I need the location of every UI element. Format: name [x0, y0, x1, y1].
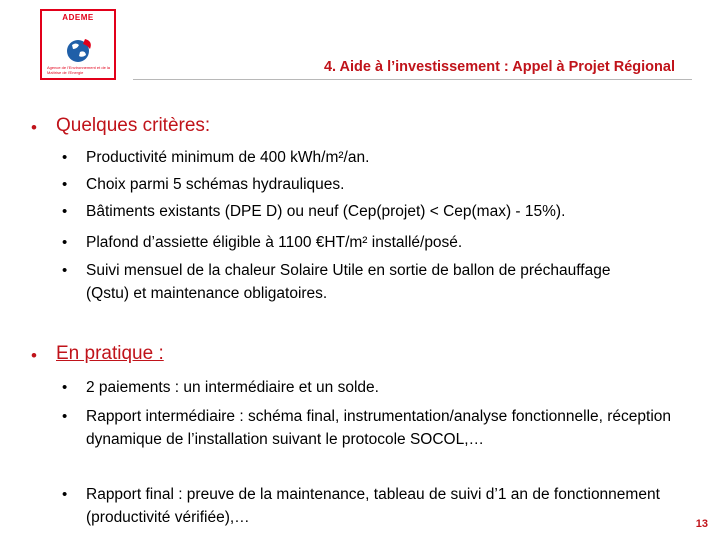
- page-number: 13: [695, 518, 708, 530]
- list-item-text: Bâtiments existants (DPE D) ou neuf (Cep(projet) < Cep(max) - 15%).: [86, 203, 566, 220]
- list-item: [62, 231, 682, 254]
- list-item: [62, 483, 662, 529]
- ademe-logo: [40, 9, 116, 80]
- list-item-text: Suivi mensuel de la chaleur Solaire Utile en sortie de ballon de préchauffage (Qstu) et maintenance obligatoires.: [86, 262, 611, 302]
- bullet-dot: •: [62, 408, 68, 425]
- section-title-criteria: Quelques critères:: [56, 115, 211, 136]
- list-item-text: 2 paiements : un intermédiaire et un solde.: [86, 379, 379, 396]
- bullet-dot: •: [62, 234, 68, 251]
- logo-tagline: Agence de l'Environnement et de la Maîtrise de l'Energie: [47, 65, 111, 75]
- list-item: [62, 173, 682, 196]
- list-item: [62, 146, 682, 169]
- bullet-dot: •: [62, 176, 68, 193]
- bullet-dot: •: [62, 486, 68, 503]
- bullet-dot: •: [62, 149, 68, 166]
- globe-icon: [63, 35, 95, 65]
- list-item: [62, 376, 682, 399]
- slide-title: 4. Aide à l’investissement : Appel à Projet Régional: [323, 59, 675, 75]
- list-item: [62, 200, 682, 223]
- section-title-practice: En pratique :: [56, 343, 164, 364]
- list-item-text: Choix parmi 5 schémas hydrauliques.: [86, 176, 345, 193]
- list-item-text: Rapport final : preuve de la maintenance, tableau de suivi d’1 an de fonctionnement (productivité vérifiée),…: [86, 486, 660, 526]
- header-divider: [133, 79, 692, 80]
- list-item: [62, 405, 672, 451]
- bullet-dot: •: [62, 262, 68, 279]
- bullet-dot: •: [62, 203, 68, 220]
- section-bullet: •: [31, 346, 37, 365]
- list-item-text: Plafond d’assiette éligible à 1100 €HT/m² installé/posé.: [86, 234, 463, 251]
- section-bullet: •: [31, 118, 37, 137]
- list-item-text: Rapport intermédiaire : schéma final, instrumentation/analyse fonctionnelle, réception dynamique de l’installation suivant le protocole SOCOL,…: [86, 408, 672, 448]
- list-item-text: Productivité minimum de 400 kWh/m²/an.: [86, 149, 370, 166]
- bullet-dot: •: [62, 379, 68, 396]
- list-item: [62, 259, 642, 305]
- logo-brand: ADEME: [62, 13, 94, 22]
